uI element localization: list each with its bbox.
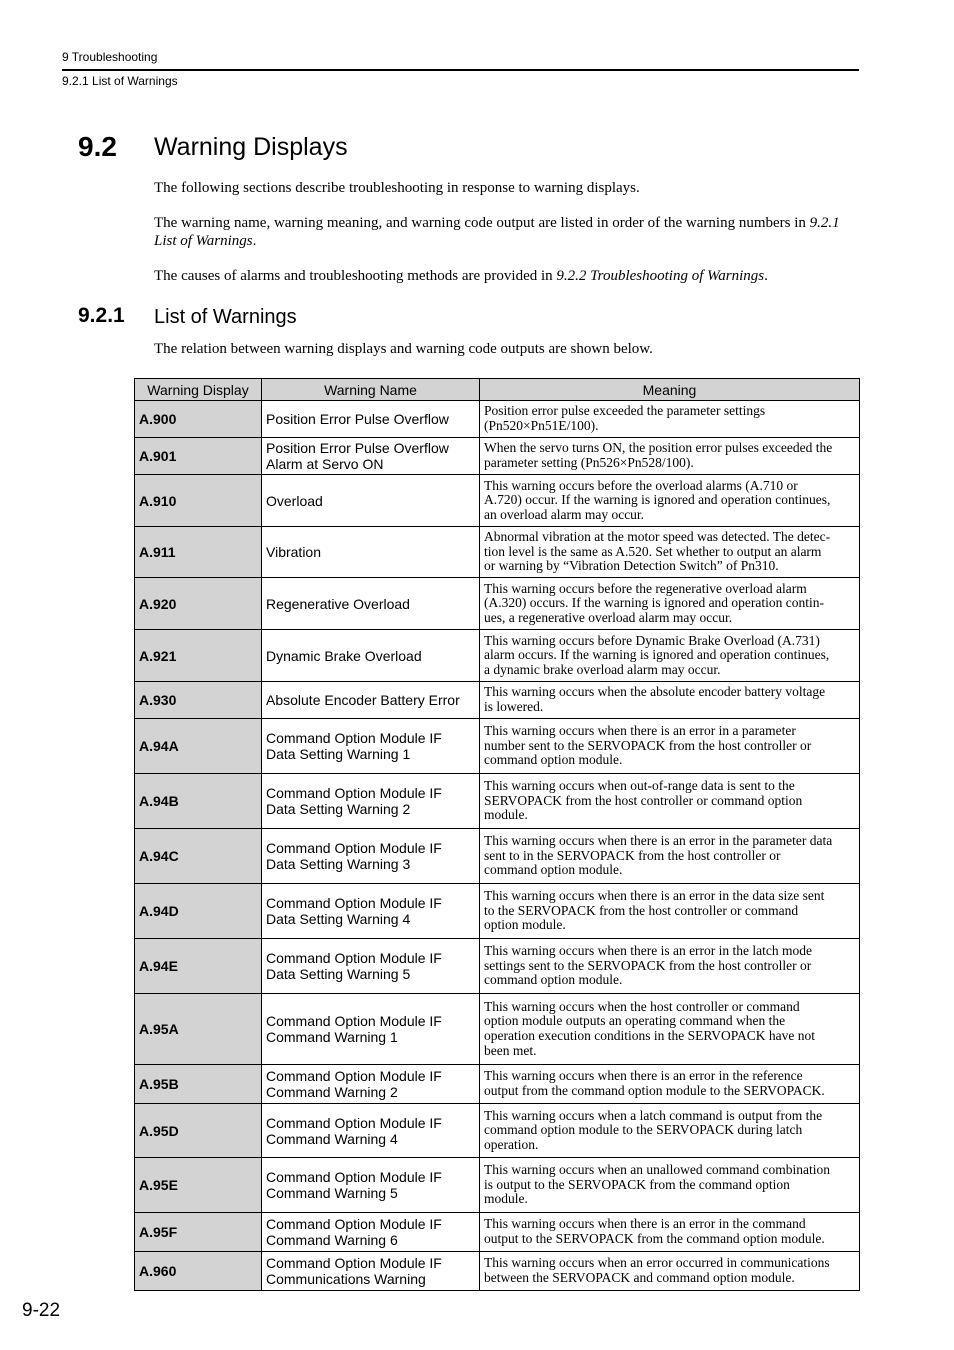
warning-meaning: This warning occurs when the absolute encoder battery voltage is lowered. (480, 682, 860, 719)
header-warning-display: Warning Display (135, 379, 262, 401)
warning-meaning: This warning occurs when the host controller or command option module outputs an operating command when the operation execution conditions in the SERVOPACK have not been met. (480, 994, 860, 1065)
header-warning-name: Warning Name (262, 379, 480, 401)
warning-meaning: This warning occurs when there is an error in the latch mode settings sent to the SERVOPACK from the host controller or command option module. (480, 939, 860, 994)
warning-meaning: This warning occurs when there is an error in a parameter number sent to the SERVOPACK from the host controller or command option module. (480, 719, 860, 774)
warning-meaning: This warning occurs when out-of-range data is sent to the SERVOPACK from the host controller or command option module. (480, 774, 860, 829)
subsection-number: 9.2.1 (78, 304, 125, 327)
warning-name: Regenerative Overload (262, 578, 480, 630)
table-row (135, 682, 860, 719)
warning-code: A.920 (135, 578, 262, 630)
warning-code: A.95B (135, 1065, 262, 1104)
section-paragraph-3 (154, 267, 859, 285)
warning-name: Command Option Module IF Command Warning 1 (262, 994, 480, 1065)
warning-name: Command Option Module IF Data Setting Warning 5 (262, 939, 480, 994)
subsection-intro: The relation between warning displays and warning code outputs are shown below. (154, 341, 653, 357)
warning-name: Command Option Module IF Command Warning 5 (262, 1158, 480, 1213)
section-paragraph-2 (154, 214, 859, 250)
warning-meaning: This warning occurs when an unallowed command combination is output to the SERVOPACK from the command option module. (480, 1158, 860, 1213)
warning-meaning: When the servo turns ON, the position error pulses exceeded the parameter setting (Pn526×Pn528/100). (480, 438, 860, 475)
table-row (135, 1104, 860, 1158)
warning-name: Position Error Pulse Overflow (262, 401, 480, 438)
warning-name: Position Error Pulse Overflow Alarm at Servo ON (262, 438, 480, 475)
warning-code: A.910 (135, 475, 262, 527)
warning-name: Command Option Module IF Data Setting Warning 3 (262, 829, 480, 884)
warning-name: Absolute Encoder Battery Error (262, 682, 480, 719)
warning-meaning: Position error pulse exceeded the parameter settings (Pn520×Pn51E/100). (480, 401, 860, 438)
warning-code: A.900 (135, 401, 262, 438)
warning-name: Command Option Module IF Data Setting Warning 1 (262, 719, 480, 774)
table-row (135, 1158, 860, 1213)
warning-meaning: This warning occurs when there is an error in the parameter data sent to in the SERVOPACK from the host controller or command option module. (480, 829, 860, 884)
table-row (135, 829, 860, 884)
warnings-table (134, 378, 860, 1291)
table-row (135, 401, 860, 438)
warning-code: A.95D (135, 1104, 262, 1158)
subsection-title: List of Warnings (154, 306, 297, 328)
warning-code: A.94E (135, 939, 262, 994)
warning-name: Dynamic Brake Overload (262, 630, 480, 682)
warning-name: Vibration (262, 527, 480, 578)
header-meaning: Meaning (480, 379, 860, 401)
warning-meaning: This warning occurs before the overload alarms (A.710 or A.720) occur. If the warning is ignored and operation continues, an overload alarm may occur. (480, 475, 860, 527)
table-row (135, 475, 860, 527)
warning-meaning: This warning occurs when there is an error in the command output to the SERVOPACK from the command option module. (480, 1213, 860, 1252)
warning-code: A.94D (135, 884, 262, 939)
warning-code: A.960 (135, 1252, 262, 1291)
warning-code: A.911 (135, 527, 262, 578)
table-row (135, 774, 860, 829)
warning-meaning: This warning occurs when there is an error in the data size sent to the SERVOPACK from the host controller or command option module. (480, 884, 860, 939)
warning-code: A.95A (135, 994, 262, 1065)
warning-meaning: This warning occurs before the regenerative overload alarm (A.320) occurs. If the warning is ignored and operation contin- ues, a regenerative overload alarm may occur. (480, 578, 860, 630)
table-header-row (135, 379, 860, 401)
warning-code: A.94C (135, 829, 262, 884)
running-header-chapter: 9 Troubleshooting (62, 50, 158, 64)
section-number: 9.2 (78, 131, 117, 162)
warning-name: Command Option Module IF Command Warning 6 (262, 1213, 480, 1252)
warning-name: Command Option Module IF Communications Warning (262, 1252, 480, 1291)
table-row (135, 939, 860, 994)
warning-code: A.901 (135, 438, 262, 475)
warning-code: A.921 (135, 630, 262, 682)
warning-code: A.95F (135, 1213, 262, 1252)
warning-code: A.94A (135, 719, 262, 774)
warning-name: Overload (262, 475, 480, 527)
header-rule (62, 69, 859, 71)
warning-meaning: This warning occurs before Dynamic Brake Overload (A.731) alarm occurs. If the warning is ignored and operation continues, a dynamic brake overload alarm may occur. (480, 630, 860, 682)
table-row (135, 438, 860, 475)
warning-meaning: This warning occurs when there is an error in the reference output from the command option module to the SERVOPACK. (480, 1065, 860, 1104)
table-row (135, 1065, 860, 1104)
paragraph-3-reference: 9.2.2 Troubleshooting of Warnings (556, 268, 765, 284)
section-title: Warning Displays (154, 133, 348, 161)
warning-code: A.930 (135, 682, 262, 719)
paragraph-2-reference: 9.2.1 List of Warnings (154, 215, 840, 249)
page-number: 9-22 (22, 1300, 61, 1321)
paragraph-2-text: The warning name, warning meaning, and warning code output are listed in order of the warning numbers in (154, 215, 810, 231)
table-row (135, 630, 860, 682)
section-paragraph-1: The following sections describe troubleshooting in response to warning displays. (154, 180, 640, 196)
warning-name: Command Option Module IF Command Warning 2 (262, 1065, 480, 1104)
table-row (135, 884, 860, 939)
running-header-section: 9.2.1 List of Warnings (62, 74, 178, 88)
table-row (135, 527, 860, 578)
paragraph-3-text: The causes of alarms and troubleshooting methods are provided in (154, 268, 557, 284)
table-row (135, 994, 860, 1065)
table-row (135, 719, 860, 774)
table-row (135, 1213, 860, 1252)
warning-name: Command Option Module IF Data Setting Warning 4 (262, 884, 480, 939)
table-row (135, 578, 860, 630)
warning-meaning: Abnormal vibration at the motor speed was detected. The detec- tion level is the same as A.520. Set whether to output an alarm or warning by “Vibration Detection Switch” of Pn310. (480, 527, 860, 578)
warning-code: A.94B (135, 774, 262, 829)
warning-name: Command Option Module IF Data Setting Warning 2 (262, 774, 480, 829)
paragraph-2-end: . (252, 233, 257, 249)
warning-name: Command Option Module IF Command Warning 4 (262, 1104, 480, 1158)
paragraph-3-end: . (764, 268, 768, 284)
warning-meaning: This warning occurs when a latch command is output from the command option module to the SERVOPACK during latch operation. (480, 1104, 860, 1158)
table-row (135, 1252, 860, 1291)
warning-meaning: This warning occurs when an error occurred in communications between the SERVOPACK and command option module. (480, 1252, 860, 1291)
warning-code: A.95E (135, 1158, 262, 1213)
